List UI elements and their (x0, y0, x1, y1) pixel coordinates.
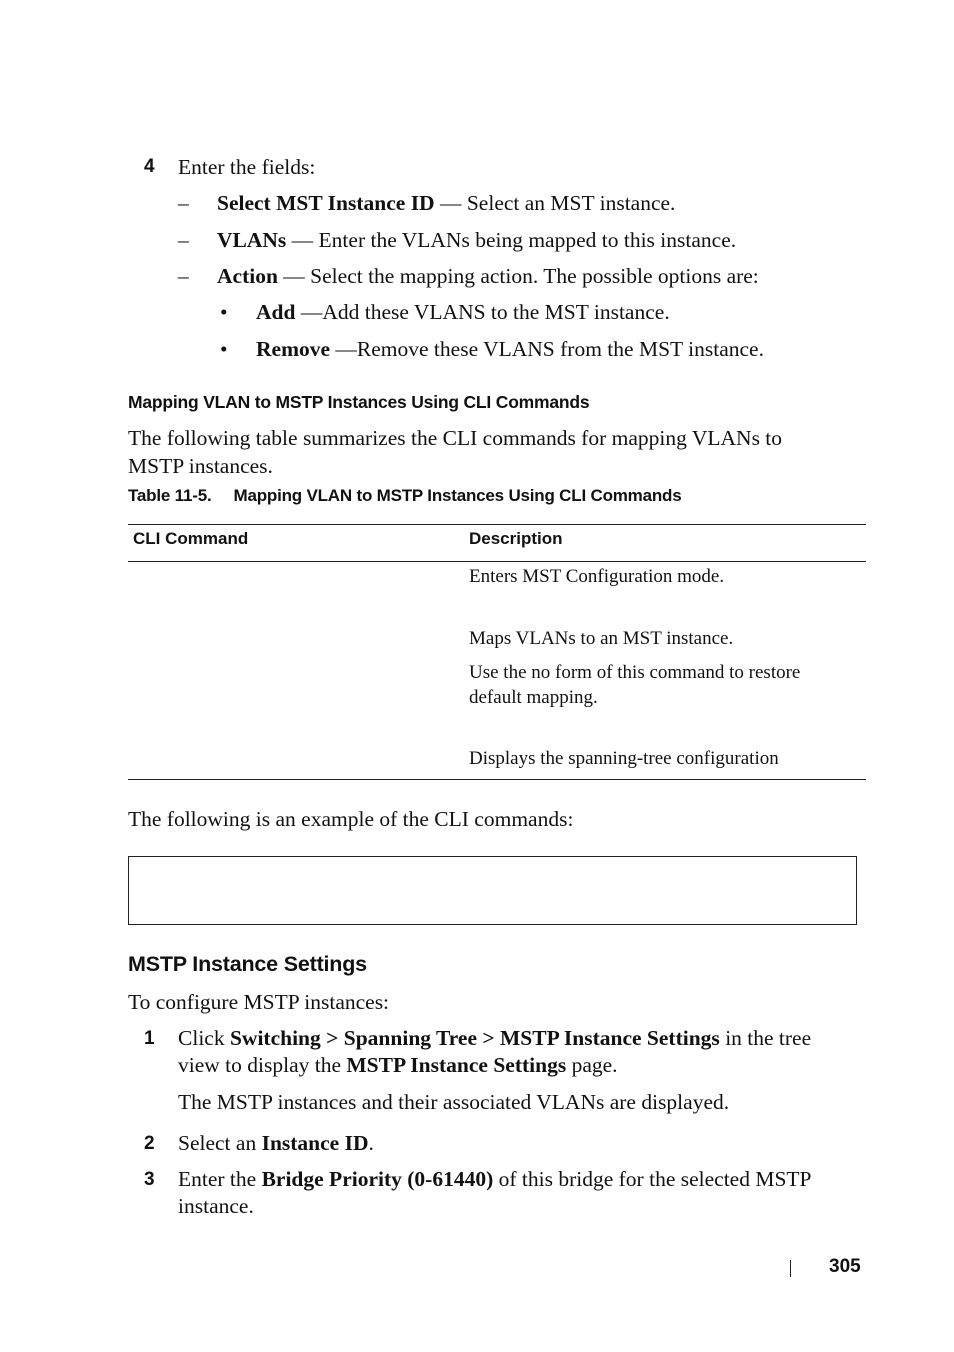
table-header-rule (128, 561, 866, 562)
step-text: Click Switching > Spanning Tree > MSTP Instance Settings in the tree (178, 1026, 812, 1050)
option-remove: Remove —Remove these VLANS from the MST instance. (256, 337, 764, 361)
section-heading-cli: Mapping VLAN to MSTP Instances Using CLI Commands (128, 392, 590, 412)
table-cell-description: Enters MST Configuration mode. (469, 566, 725, 587)
table-header-description: Description (469, 529, 563, 548)
table-cell-description: Displays the spanning-tree configuration (469, 748, 779, 769)
step-text: Enter the Bridge Priority (0-61440) of this bridge for the selected MSTP (178, 1167, 812, 1191)
footer-divider (790, 1260, 791, 1277)
field-dash: – (178, 191, 189, 215)
step-number: 4 (144, 156, 155, 177)
table-cell-description: Maps VLANs to an MST instance. (469, 628, 734, 649)
table-caption: Table 11-5. Mapping VLAN to MSTP Instances Using CLI Commands (128, 486, 682, 505)
step-text: Enter the fields: (178, 155, 316, 179)
step-number: 2 (144, 1133, 155, 1154)
intro-text: To configure MSTP instances: (128, 990, 390, 1014)
option-add: Add —Add these VLANS to the MST instance. (256, 300, 670, 324)
table-bottom-rule (128, 779, 866, 780)
step-text: view to display the MSTP Instance Settings page. (178, 1053, 618, 1077)
step-text: Select an Instance ID. (178, 1131, 374, 1155)
field-dash: – (178, 228, 189, 252)
table-cell-description: Use the no form of this command to restore (469, 662, 801, 683)
field-item-mst-instance: Select MST Instance ID — Select an MST instance. (217, 191, 676, 215)
table-cell-description: default mapping. (469, 687, 598, 708)
field-dash: – (178, 264, 189, 288)
cli-example-box (128, 856, 857, 925)
table-top-rule (128, 524, 866, 525)
field-item-action: Action — Select the mapping action. The possible options are: (217, 264, 759, 288)
example-intro: The following is an example of the CLI commands: (128, 807, 574, 831)
step-text: instance. (178, 1194, 254, 1218)
field-item-vlans: VLANs — Enter the VLANs being mapped to this instance. (217, 228, 737, 252)
step-number: 1 (144, 1028, 155, 1049)
table-header-cli-command: CLI Command (133, 529, 249, 548)
bullet: • (220, 337, 228, 361)
paragraph-line: MSTP instances. (128, 454, 273, 478)
paragraph-line: The following table summarizes the CLI commands for mapping VLANs to (128, 426, 783, 450)
page-number: 305 (829, 1256, 861, 1277)
bullet: • (220, 300, 228, 324)
step-note: The MSTP instances and their associated VLANs are displayed. (178, 1090, 730, 1114)
step-number: 3 (144, 1169, 155, 1190)
section-heading-mstp-settings: MSTP Instance Settings (128, 952, 367, 976)
